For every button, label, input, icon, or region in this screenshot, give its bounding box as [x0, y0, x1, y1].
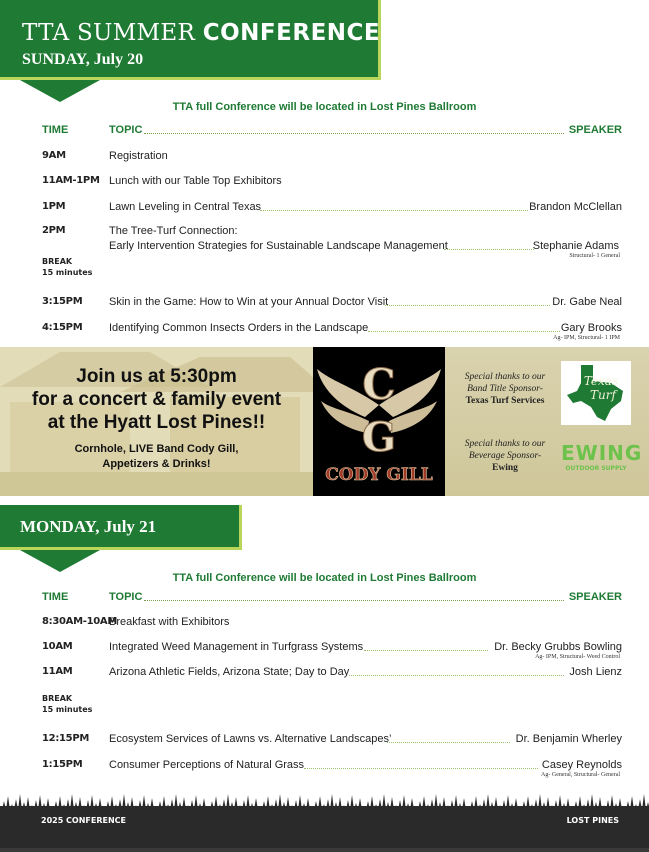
row-speaker: Gary Brooks [560, 322, 622, 334]
beverage-sponsor-text: Special thanks to our Beverage Sponsor- Ewing [464, 439, 546, 473]
cody-gill-logo [313, 347, 445, 496]
break-label: BREAK [42, 257, 73, 266]
header-banner [0, 0, 381, 80]
row-leader [304, 768, 538, 769]
row-topic: Integrated Weed Management in Turfgrass Systems [109, 641, 364, 653]
row-topic: Identifying Common Insects Orders in the Landscape [109, 322, 369, 334]
promo-text [0, 365, 313, 472]
monday-column-header [42, 591, 622, 605]
conference-title: TTA SUMMER CONFERENCE [22, 20, 381, 46]
row-leader [385, 305, 550, 306]
row-speaker: Brandon McClellan [529, 201, 622, 213]
beverage-sponsor-name: Ewing [492, 463, 518, 473]
row-speaker: Josh Lienz [569, 666, 622, 678]
row-time: 10AM [42, 641, 73, 652]
page-footer [0, 790, 649, 852]
row-time: 1PM [42, 201, 66, 212]
sunday-date: SUNDAY, July 20 [22, 51, 144, 68]
promo-headline-1: Join us at 5:30pm [76, 366, 237, 387]
logo-wordmark: CODY GILL [325, 465, 433, 485]
row-topic: The Tree-Turf Connection: [109, 225, 238, 237]
row-topic: Registration [109, 150, 168, 162]
header-leader [144, 600, 564, 601]
column-speaker: SPEAKER [568, 591, 622, 603]
row-credit-note: Ag- IPM, Structural- 1 IPM [553, 335, 620, 341]
schedule-row [42, 641, 622, 663]
row-time: 4:15PM [42, 322, 83, 333]
break-block [42, 693, 92, 715]
column-topic: TOPIC [109, 124, 143, 136]
row-topic: Breakfast with Exhibitors [109, 616, 230, 628]
monday-date: MONDAY, July 21 [20, 517, 157, 536]
location-note: TTA full Conference will be located in Lost Pines Ballroom [172, 101, 477, 113]
row-leader [349, 675, 564, 676]
row-topic: Arizona Athletic Fields, Arizona State; Day to Day [109, 666, 350, 678]
promo-details-1: Cornhole, LIVE Band Cody Gill, [74, 443, 239, 455]
column-time: TIME [42, 591, 69, 603]
row-topic: Lunch with our Table Top Exhibitors [109, 175, 282, 187]
row-credit-note: Structural- 1 General [569, 253, 620, 259]
row-credit-note: Ag- IPM, Structural- Weed Control [535, 654, 620, 660]
row-topic-line2: Early Intervention Strategies for Sustainable Landscape Management [109, 240, 448, 252]
svg-text:Turf: Turf [590, 388, 616, 402]
row-time: 3:15PM [42, 296, 83, 307]
row-credit-note: Ag- General, Structural- General [541, 772, 620, 778]
location-note: TTA full Conference will be located in Lost Pines Ballroom [172, 572, 477, 584]
promo-headline-2: for a concert & family event [31, 389, 282, 410]
logo-monogram-g: G [361, 414, 397, 461]
band-sponsor-name: Texas Turf Services [465, 396, 545, 406]
column-speaker: SPEAKER [568, 124, 622, 136]
header-leader [144, 133, 564, 134]
row-topic: Ecosystem Services of Lawns vs. Alternative Landscapes’ [109, 733, 392, 745]
logo-monogram-c: C [362, 360, 396, 409]
break-label: BREAK [42, 694, 73, 703]
footer-right: LOST PINES [566, 816, 619, 825]
row-topic: Consumer Perceptions of Natural Grass [109, 759, 305, 771]
monday-banner [0, 505, 242, 550]
footer-left: 2025 CONFERENCE [41, 816, 127, 825]
promo-details-2: Appetizers & Drinks! [102, 458, 211, 470]
break-duration: 15 minutes [42, 705, 93, 714]
row-leader [260, 210, 528, 211]
schedule-row [42, 322, 622, 344]
row-speaker: Casey Reynolds [541, 759, 622, 771]
row-speaker: Stephanie Adams [532, 240, 619, 252]
svg-text:Texas: Texas [583, 374, 619, 388]
break-block [42, 256, 92, 278]
row-leader [444, 249, 534, 250]
promo-headline-3: at the Hyatt Lost Pines!! [47, 412, 266, 433]
break-duration: 15 minutes [42, 268, 93, 277]
row-leader [368, 331, 560, 332]
column-topic: TOPIC [109, 591, 143, 603]
schedule-row [42, 759, 622, 781]
row-speaker: Dr. Gabe Neal [552, 296, 622, 308]
row-leader [364, 650, 488, 651]
row-topic: Skin in the Game: How to Win at your Annual Doctor Visit [109, 296, 389, 308]
schedule-row [42, 225, 622, 265]
column-time: TIME [42, 124, 69, 136]
band-sponsor-text: Special thanks to our Band Title Sponsor- Texas Turf Services [464, 372, 546, 406]
row-time: 11AM-1PM [42, 175, 100, 186]
row-speaker: Dr. Benjamin Wherley [515, 733, 622, 745]
texas-turf-logo [561, 361, 631, 425]
banner-pointer [20, 550, 100, 572]
row-time: 8:30AM-10AM [42, 616, 118, 627]
sunday-column-header [42, 124, 622, 138]
row-speaker: Dr. Becky Grubbs Bowling [494, 641, 622, 653]
row-time: 12:15PM [42, 733, 90, 744]
banner-pointer [20, 80, 100, 102]
row-time: 1:15PM [42, 759, 83, 770]
ewing-logo: EWING OUTDOOR SUPPLY [561, 441, 643, 472]
row-time: 11AM [42, 666, 73, 677]
row-time: 2PM [42, 225, 66, 236]
row-leader [387, 742, 510, 743]
row-time: 9AM [42, 150, 66, 161]
row-topic: Lawn Leveling in Central Texas [109, 201, 262, 213]
